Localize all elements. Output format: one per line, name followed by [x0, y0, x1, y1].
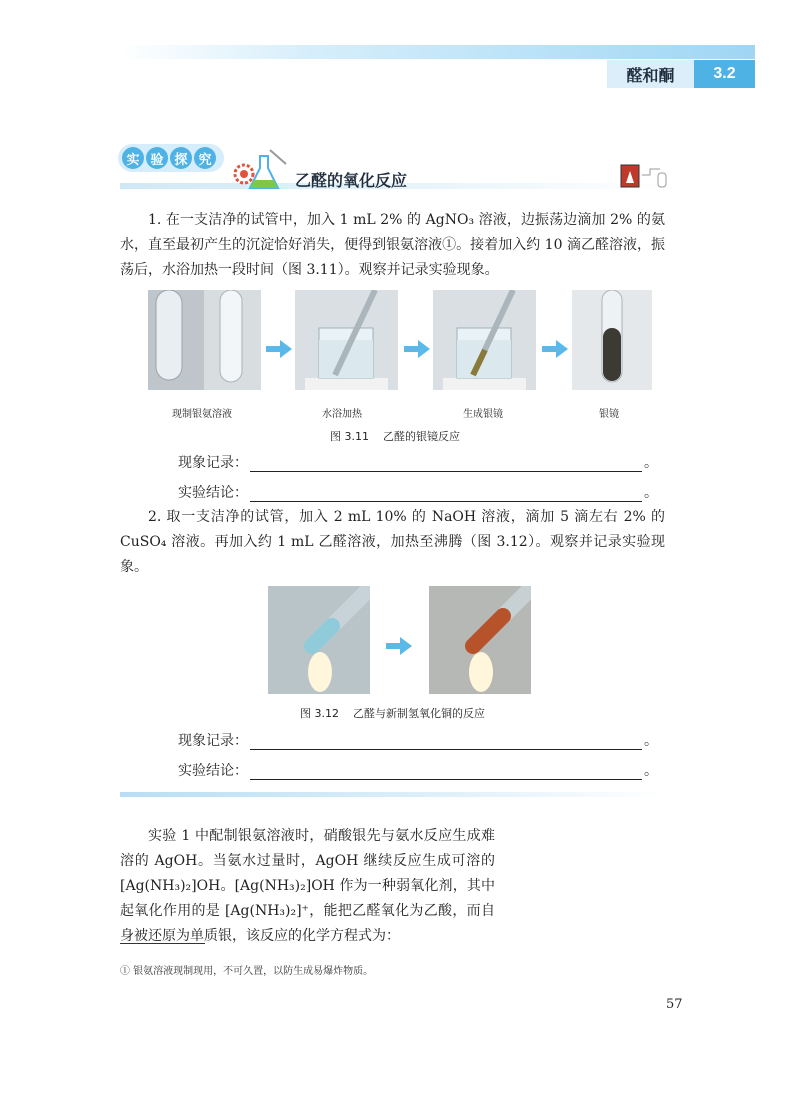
video-resource-icon[interactable] [620, 163, 670, 191]
photo-label: 水浴加热 [322, 409, 362, 420]
badge-char: 验 [146, 147, 168, 169]
flask-gear-icon [230, 144, 290, 194]
section-title: 乙醛的氧化反应 [295, 171, 408, 190]
footnote-rule [120, 943, 205, 944]
conclusion-label: 实验结论： [178, 763, 248, 779]
body-paragraph: 实验 1 中配制银氨溶液时，硝酸银先与氨水反应生成难溶的 AgOH。当氨水过量时，AgOH 继续反应生成可溶的 [Ag(NH₃)₂]OH。[Ag(NH₃)₂]OH 作为一种弱氧化剂，其中起氧化作用的是 [Ag(NH₃)₂]⁺，能把乙醛氧化为乙酸，而自身被还原为单质银，该反应的化学方程式为： [120, 828, 495, 944]
photo-label: 现制银氨溶液 [172, 409, 232, 420]
arrow-right-icon [404, 340, 430, 358]
end-mark: 。 [644, 455, 658, 471]
page-number: 57 [666, 997, 683, 1012]
chapter-title: 醛和酮 [607, 60, 694, 88]
photo-label: 银镜 [599, 409, 619, 420]
silver-mirror-forming-photo [433, 290, 536, 390]
silver-mirror-tube-photo [572, 290, 652, 390]
record-label: 现象记录： [178, 455, 248, 471]
copper-hydroxide-before-photo [268, 586, 370, 694]
footnote: ① 银氨溶液现制现用，不可久置，以防生成易爆炸物质。 [120, 966, 374, 977]
badge-char: 探 [170, 147, 192, 169]
conclusion-record-line [178, 760, 658, 780]
experiment2-paragraph: 2. 取一支洁净的试管，加入 2 mL 10% 的 NaOH 溶液，滴加 5 滴左右 2% 的 CuSO₄ 溶液。再加入约 1 mL 乙醛溶液，加热至沸腾（图 3.12）。观察并记录实验现象。 [120, 509, 665, 575]
badge-char: 实 [122, 147, 144, 169]
observation-record-line [178, 730, 658, 750]
end-mark: 。 [644, 485, 658, 501]
experiment-badge [122, 147, 216, 169]
conclusion-label: 实验结论： [178, 485, 248, 501]
header-gradient-bar [120, 45, 755, 59]
blank-line [250, 765, 642, 780]
arrow-right-icon [542, 340, 568, 358]
water-bath-photo [295, 290, 398, 390]
experiment1-paragraph: 1. 在一支洁净的试管中，加入 1 mL 2% 的 AgNO₃ 溶液，边振荡边滴加 2% 的氨水，直至最初产生的沉淀恰好消失，便得到银氨溶液①。接着加入约 10 滴乙醛溶液，振荡后，水浴加热一段时间（图 3.11）。观察并记录实验现象。 [120, 212, 665, 278]
end-mark: 。 [644, 763, 658, 779]
record-label: 现象记录： [178, 733, 248, 749]
badge-char: 究 [194, 147, 216, 169]
figure-caption: 图 3.12 乙醛与新制氢氧化铜的反应 [300, 707, 485, 720]
chapter-number: 3.2 [694, 60, 755, 88]
fresh-silver-ammonia-photo [148, 290, 261, 390]
arrow-right-icon [266, 340, 292, 358]
blank-line [250, 487, 642, 502]
blank-line [250, 735, 642, 750]
blank-line [250, 457, 642, 472]
observation-record-line [178, 452, 658, 472]
end-mark: 。 [644, 733, 658, 749]
figure-caption: 图 3.11 乙醛的银镜反应 [330, 430, 460, 443]
conclusion-record-line [178, 482, 658, 502]
section-end-band [120, 792, 665, 797]
photo-label: 生成银镜 [463, 409, 503, 420]
copper-oxide-after-photo [429, 586, 531, 694]
arrow-right-icon [386, 637, 412, 655]
